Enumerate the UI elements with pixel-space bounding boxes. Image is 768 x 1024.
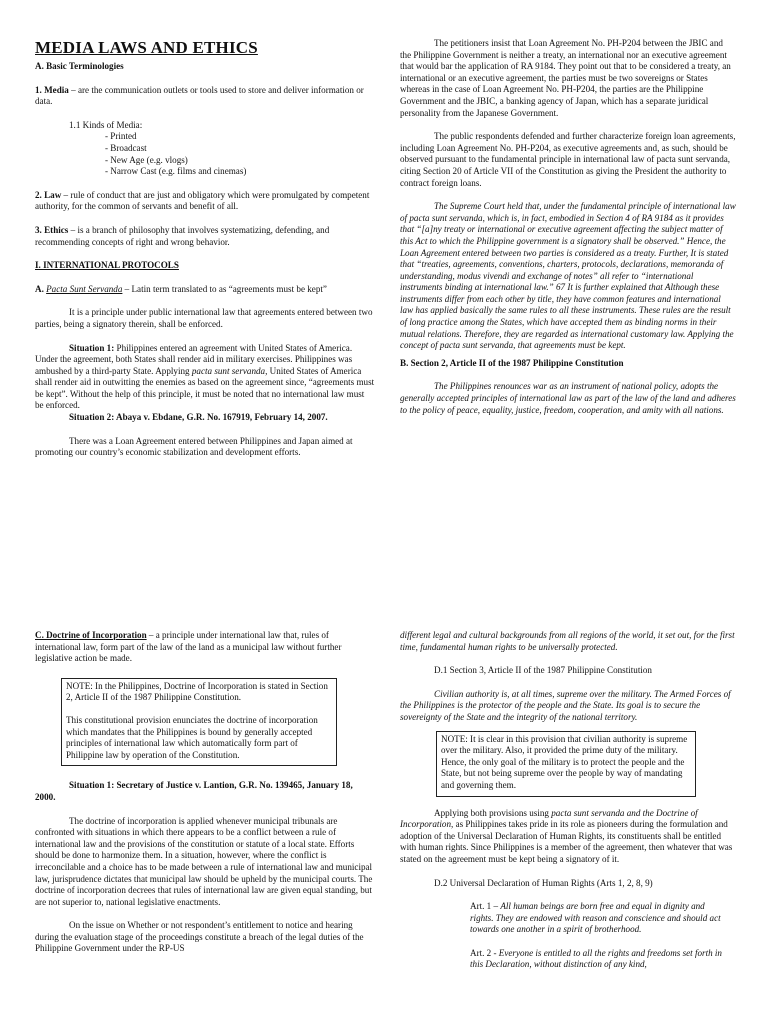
loan-paragraph: There was a Loan Agreement entered between Philippines and Japan aimed at promoting our country’s economic stabilization and development efforts. — [35, 435, 353, 458]
ethics-definition: 3. Ethics – is a branch of philosophy that involves systematizing, defending, and recommending concepts of right and wrong behavior. — [35, 224, 330, 247]
section-i-heading: I. INTERNATIONAL PROTOCOLS — [35, 260, 179, 271]
list-item: - Broadcast — [105, 142, 147, 153]
kinds-of-media-title: 1.1 Kinds of Media: — [69, 119, 143, 130]
doctrine-term: C. Doctrine of Incorporation — [35, 630, 147, 640]
list-item: - New Age (e.g. vlogs) — [105, 154, 188, 165]
law-definition: 2. Law – rule of conduct that are just and obligatory which were promulgated by competent authority, for the common of servants and benefit of all. — [35, 189, 370, 212]
udhr-intro-continued: different legal and cultural backgrounds from all regions of the world, it set out, for the first time, fundamental human rights to be universally protected. — [400, 630, 735, 652]
top-left-column — [35, 38, 375, 459]
article-2: Art. 2 - Everyone is entitled to all the rights and freedoms set forth in this Declaration, without distinction of any kind, — [470, 947, 722, 970]
pacta-definition: A. Pacta Sunt Servanda – Latin term translated to as “agreements must be kept” — [35, 283, 327, 294]
civilian-authority-quote: Civilian authority is, at all times, supreme over the military. The Armed Forces of the Philippines is the protector of the people and the State. Its goal is to secure the sovereignty of the State and the integrity of the national territory. — [400, 688, 731, 722]
petitioners-paragraph: The petitioners insist that Loan Agreement No. PH-P204 between the JBIC and the Philippine Government is neither a treaty, an international nor an executive agreement that would bar the application of RA 9184. They point out that to be considered a treaty, an international or an executive agreement, the parties must be two sovereigns or States whereas in the case of Loan Agreement No. PH-P204, the parties are the Philippine Government and the JBIC, a banking agency of Japan, which has a separate juridical personality from the Japanese Government. — [400, 38, 731, 118]
note-box — [61, 678, 337, 767]
situation-1-paragraph: Situation 1: Philippines entered an agreement with United States of America. Under the agreement, both States shall render aid in military exercises. Philippines was ambushed by a third-party State. Applying pacta sunt servanda, United States of America shall render aid in outwitting the enemies as based on the agreement since, “agreements must be kept”. Without the help of this principle, it must be noted that no international law must be enforced. — [35, 342, 375, 411]
lantion-paragraph: On the issue on Whether or not respondent’s entitlement to notice and hearing during the evaluation stage of the proceedings constitute a breach of the legal duties of the Philippine Government under the RP-US — [35, 920, 364, 954]
incorporation-paragraph: The doctrine of incorporation is applied whenever municipal tribunals are confronted with situations in which there appears to be a conflict between a rule of international law and the provisions of the constitution or statute of a local state. Efforts should be done to harmonize them. In a situation, however, where the conflict is irreconcilable and a choice has to be made between a rule of international law and municipal law, jurisprudence dictates that municipal law should be upheld by the municipal courts. The doctrine of incorporation decrees that rules of international law are given equal standing, but are not superior to, national legislative enactments. — [35, 815, 373, 907]
top-right-column — [400, 38, 736, 416]
constitution-quote: The Philippines renounces war as an instrument of national policy, adopts the generally accepted principles of international law as part of the law of the land and adheres to the policy of peace, equality, justice, freedom, cooperation, and amity with all nations. — [400, 381, 736, 415]
section-a-heading: A. Basic Terminologies — [35, 61, 124, 71]
note-paragraph: NOTE: In the Philippines, Doctrine of Incorporation is stated in Section 2, Article II of the 1987 Philippine Constitution. — [66, 680, 328, 703]
media-definition: 1. Media – are the communication outlets or tools used to store and deliver information or data. — [35, 84, 364, 107]
section-d1-heading: D.1 Section 3, Article II of the 1987 Philippine Constitution — [434, 665, 652, 676]
media-term: 1. Media — [35, 84, 69, 95]
supreme-court-paragraph: The Supreme Court held that, under the fundamental principle of international law of pacta sunt servanda, which is, in fact, embodied in Section 4 of RA 9184 as it provides that “[a]ny treaty or international or executive agreement affecting the subject matter of this Act to which the Philippine government is a signatory shall be observed.” Hence, the Loan Agreement entered between two parties is considered as a treaty. Further, It is stated that “treaties, agreements, conventions, charters, protocols, declarations, memoranda of understanding, modus vivendi and exchange of notes” all refer to “international instruments binding at international law.” 67 It is further explained that Although these instruments differ from each other by title, they have common features and international law has applied basically the same rules to all these instruments. These rules are the result of long practice among the States, which have accepted them as binding norms in their mutual relations. Therefore, they are regarded as international customary law. Applying the concept of pacta sunt servanda, that agreements must be kept. — [400, 201, 736, 351]
bottom-left-column — [35, 630, 375, 955]
situation-1-heading: Situation 1: Secretary of Justice v. Lantion, G.R. No. 139465, January 18, 2000. — [35, 780, 353, 802]
situation-2-heading: Situation 2: Abaya v. Ebdane, G.R. No. 167919, February 14, 2007. — [69, 412, 328, 423]
section-b-heading: B. Section 2, Article II of the 1987 Philippine Constitution — [400, 357, 624, 368]
applying-paragraph: Applying both provisions using pacta sunt servanda and the Doctrine of Incorporation, as Philippines takes pride in its role as pioneers during the formulation and adoption of the Universal Declaration of Human Rights, its constituents shall be entitled with human rights. Since Philippines is a member of the agreement, then whatever that was stated on the agreement must be kept being a signatory of it. — [400, 807, 733, 864]
article-1: Art. 1 – All human beings are born free and equal in dignity and rights. They are endowed with reason and conscience and should act towards one another in a spirit of brotherhood. — [470, 901, 721, 935]
ethics-term: 3. Ethics — [35, 224, 69, 235]
list-item: - Printed — [105, 131, 137, 142]
pacta-term: Pacta Sunt Servanda — [46, 283, 123, 294]
respondents-paragraph: The public respondents defended and further characterize foreign loan agreements, including Loan Agreement No. PH-P204, as executive agreements and, as such, should be observed pursuant to the fundamental principle in international law of pacta sunt servanda, citing Section 20 of Article VII of the Constitution as giving the President the authority to contract foreign loans. — [400, 131, 736, 188]
law-term: 2. Law — [35, 189, 62, 200]
note-paragraph: NOTE: It is clear in this provision that civilian authority is supreme over the military. Also, it provided the prime duty of the military. Hence, the only goal of the military is to protect the people and the State, but not being supreme over the people by way of mandating and governing them. — [441, 733, 688, 790]
principle-paragraph: It is a principle under public international law that agreements entered between two parties, being a signatory therein, shall be enforced. — [35, 307, 373, 329]
list-item: - Narrow Cast (e.g. films and cinemas) — [105, 166, 247, 177]
note-box — [436, 731, 696, 797]
bottom-right-column — [400, 630, 736, 971]
section-d2-heading: D.2 Universal Declaration of Human Rights (Arts 1, 2, 8, 9) — [434, 877, 653, 888]
page-title: MEDIA LAWS AND ETHICS — [35, 38, 258, 57]
doctrine-definition: C. Doctrine of Incorporation – a principle under international law that, rules of international law, form part of the law of the land as a municipal law without further legislative action be made. — [35, 630, 342, 664]
note-paragraph: This constitutional provision enunciates the doctrine of incorporation which mandates that the Philippines is bound by generally accepted principles of international law which automatically form part of Philippine law by operation of the Constitution. — [66, 714, 318, 760]
